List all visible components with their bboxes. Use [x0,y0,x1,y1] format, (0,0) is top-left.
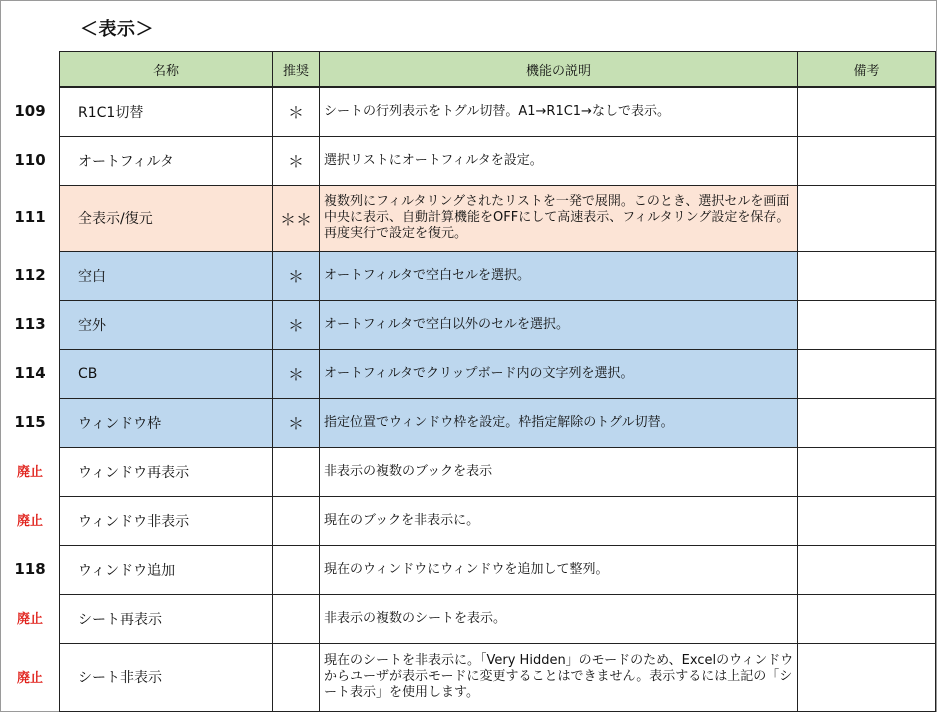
cell-note [798,300,936,349]
cell-note [798,398,936,447]
row-number: 118 [14,559,46,578]
row-number-abolished: 廃止 [16,670,43,686]
cell-name: オートフィルタ [60,136,273,185]
cell-note [798,87,936,136]
cell-rec: ＊ [273,398,320,447]
row-number: 109 [14,101,46,120]
cell-desc: オートフィルタで空白以外のセルを選択。 [320,300,798,349]
cell-note [798,545,936,594]
cell-desc: 選択リストにオートフィルタを設定。 [320,136,798,185]
cell-desc: オートフィルタでクリップボード内の文字列を選択。 [320,349,798,398]
table-row [60,349,936,398]
cell-note [798,349,936,398]
row-number: 110 [14,150,46,169]
col-header-rec: 推奨 [273,52,320,88]
row-number-abolished: 廃止 [16,514,43,529]
cell-desc: 現在のウィンドウにウィンドウを追加して整列。 [320,545,798,594]
cell-desc: オートフィルタで空白セルを選択。 [320,251,798,300]
cell-rec [273,643,320,711]
cell-desc: 非表示の複数のブックを表示 [320,447,798,496]
row-number: 113 [14,314,46,333]
cell-desc: 非表示の複数のシートを表示。 [320,594,798,643]
cell-name: 全表示/復元 [60,185,273,251]
cell-note [798,251,936,300]
cell-desc: 複数列にフィルタリングされたリストを一発で展開。このとき、選択セルを画面中央に表示、自動計算機能をOFFにして高速表示、フィルタリング設定を保存。再度実行で設定を復元。 [320,185,798,251]
cell-note [798,496,936,545]
table-row [60,185,936,251]
cell-name: R1C1切替 [60,87,273,136]
cell-note [798,447,936,496]
cell-name: ウィンドウ枠 [60,398,273,447]
cell-name: 空外 [60,300,273,349]
row-number: 111 [14,208,46,226]
cell-desc: 現在のブックを非表示に。 [320,496,798,545]
cell-name: ウィンドウ再表示 [60,447,273,496]
cell-rec: ＊＊ [273,185,320,251]
cell-desc: シートの行列表示をトグル切替。A1→R1C1→なしで表示。 [320,87,798,136]
cell-note [798,643,936,711]
row-number-abolished: 廃止 [16,612,43,627]
cell-rec [273,545,320,594]
table-row [60,594,936,643]
cell-rec [273,496,320,545]
cell-note [798,136,936,185]
cell-name: CB [60,349,273,398]
table-header-row [60,52,936,88]
row-number-abolished: 廃止 [16,465,43,480]
row-number: 115 [14,412,46,431]
cell-rec [273,447,320,496]
table-row [60,300,936,349]
cell-note [798,594,936,643]
cell-name: ウィンドウ追加 [60,545,273,594]
table-row [60,251,936,300]
cell-rec: ＊ [273,87,320,136]
table-row [60,136,936,185]
table-row [60,643,936,711]
table-row [60,545,936,594]
table-row [60,496,936,545]
col-header-desc: 機能の説明 [320,52,798,88]
cell-name: シート再表示 [60,594,273,643]
col-header-name: 名称 [60,52,273,88]
cell-name: シート非表示 [60,643,273,711]
cell-rec: ＊ [273,251,320,300]
table-row [60,87,936,136]
cell-desc: 現在のシートを非表示に。「Very Hidden」のモードのため、Excelのウィンドウからユーザが表示モードに変更することはできません。表示するには上記の「シート表示」を使用します。 [320,643,798,711]
cell-rec: ＊ [273,349,320,398]
cell-rec: ＊ [273,136,320,185]
cell-desc: 指定位置でウィンドウ枠を設定。枠指定解除のトグル切替。 [320,398,798,447]
row-number-column [0,86,60,710]
section-heading: ＜表示＞ [80,19,154,40]
cell-rec [273,594,320,643]
table-row [60,447,936,496]
cell-note [798,185,936,251]
function-table [59,51,936,712]
col-header-note: 備考 [798,52,936,88]
cell-name: 空白 [60,251,273,300]
cell-name: ウィンドウ非表示 [60,496,273,545]
row-number: 112 [14,265,46,284]
row-number: 114 [14,363,46,382]
cell-rec: ＊ [273,300,320,349]
table-row [60,398,936,447]
